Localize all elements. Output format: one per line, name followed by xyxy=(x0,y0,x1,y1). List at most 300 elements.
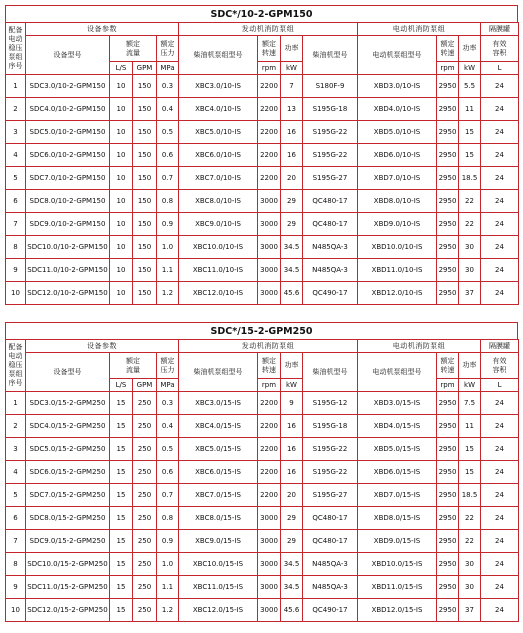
table-cell: 0.6 xyxy=(157,144,179,167)
table-row xyxy=(6,484,519,507)
table-cell: 0.9 xyxy=(157,213,179,236)
table-cell: 15 xyxy=(110,461,133,484)
table-cell: SDC6.0/10-2-GPM150 xyxy=(26,144,110,167)
table-cell: 0.4 xyxy=(157,98,179,121)
table-cell: XBC7.0/10-IS xyxy=(179,167,258,190)
table-cell: 24 xyxy=(481,190,519,213)
table-cell: XBC5.0/15-IS xyxy=(179,438,258,461)
table-cell: 15 xyxy=(110,507,133,530)
table-cell: SDC12.0/15-2-GPM250 xyxy=(26,599,110,622)
table-cell: 250 xyxy=(133,484,157,507)
table-cell: 1.2 xyxy=(157,282,179,305)
table-cell: S195G-12 xyxy=(303,392,358,415)
table-cell: 1.1 xyxy=(157,576,179,599)
table-cell: 3000 xyxy=(258,236,281,259)
table-cell: 10 xyxy=(110,167,133,190)
table-cell: 4 xyxy=(6,144,26,167)
table-cell: XBC8.0/15-IS xyxy=(179,507,258,530)
table-cell: SDC9.0/10-2-GPM150 xyxy=(26,213,110,236)
table-cell: QC480-17 xyxy=(303,507,358,530)
table-cell: 3000 xyxy=(258,507,281,530)
table-cell: 7.5 xyxy=(459,392,481,415)
table-cell: 24 xyxy=(481,75,519,98)
table-cell: 22 xyxy=(459,530,481,553)
table-cell: 0.5 xyxy=(157,121,179,144)
diesel-power-header: 功率 xyxy=(281,36,303,62)
table-row xyxy=(6,98,519,121)
header-line: 泵组 xyxy=(8,370,23,378)
table-cell: 1 xyxy=(6,75,26,98)
table-cell: XBC11.0/10-IS xyxy=(179,259,258,282)
table-cell: 0.9 xyxy=(157,530,179,553)
table-cell: 0.7 xyxy=(157,167,179,190)
table-row xyxy=(6,392,519,415)
table-cell: QC490-17 xyxy=(303,282,358,305)
table-cell: XBC9.0/15-IS xyxy=(179,530,258,553)
device-model-header: 设备型号 xyxy=(26,36,110,75)
table-cell: 2950 xyxy=(437,415,459,438)
header-line: 转速 xyxy=(262,365,276,374)
table-cell: 1.2 xyxy=(157,599,179,622)
table-cell: 24 xyxy=(481,599,519,622)
header-line: 稳压 xyxy=(8,44,23,52)
table-cell: 9 xyxy=(6,576,26,599)
table-cell: 16 xyxy=(281,415,303,438)
table-cell: XBD10.0/10-IS xyxy=(358,236,437,259)
table-cell: XBD7.0/15-IS xyxy=(358,484,437,507)
table-cell: 24 xyxy=(481,438,519,461)
device-model-header: 设备型号 xyxy=(26,353,110,392)
table-cell: 30 xyxy=(459,553,481,576)
diesel-model-header: 柴油机型号 xyxy=(303,36,358,75)
table-cell: SDC11.0/10-2-GPM150 xyxy=(26,259,110,282)
spec-table xyxy=(5,339,519,622)
unit-flow: L/S xyxy=(110,62,133,75)
diesel-pump-model-header: 柴油机泵组型号 xyxy=(179,36,258,75)
diesel-rated-speed-header xyxy=(258,36,281,62)
table-cell: S195G-18 xyxy=(303,415,358,438)
table-cell: 1.0 xyxy=(157,553,179,576)
table-cell: 250 xyxy=(133,507,157,530)
config-col-header xyxy=(6,23,26,75)
table-row xyxy=(6,530,519,553)
unit-pressure: MPa xyxy=(157,62,179,75)
table-cell: XBD9.0/10-IS xyxy=(358,213,437,236)
header-line: 额定 xyxy=(160,39,175,48)
table-cell: 24 xyxy=(481,530,519,553)
table-cell: SDC3.0/10-2-GPM150 xyxy=(26,75,110,98)
table-cell: SDC7.0/10-2-GPM150 xyxy=(26,167,110,190)
group-tank: 隔膜罐 xyxy=(481,340,519,353)
table-row xyxy=(6,75,519,98)
table-cell: XBC3.0/15-IS xyxy=(179,392,258,415)
rated-pressure-header xyxy=(157,36,179,62)
table-cell: 45.6 xyxy=(281,599,303,622)
header-line: 电动 xyxy=(8,35,23,43)
table-cell: QC480-17 xyxy=(303,190,358,213)
table-cell: 29 xyxy=(281,190,303,213)
table-cell: 22 xyxy=(459,507,481,530)
table-cell: 2950 xyxy=(437,599,459,622)
table-cell: 150 xyxy=(133,213,157,236)
unit-electric-power: kW xyxy=(459,379,481,392)
table-cell: XBD8.0/10-IS xyxy=(358,190,437,213)
table-cell: 150 xyxy=(133,75,157,98)
table-cell: 11 xyxy=(459,415,481,438)
table-cell: 20 xyxy=(281,484,303,507)
table-cell: 24 xyxy=(481,167,519,190)
table-cell: 0.6 xyxy=(157,461,179,484)
unit-gpm: GPM xyxy=(133,379,157,392)
header-line: 压力 xyxy=(160,48,175,57)
table-cell: XBD10.0/15-IS xyxy=(358,553,437,576)
table-cell: 250 xyxy=(133,599,157,622)
table-cell: XBD12.0/15-IS xyxy=(358,599,437,622)
table-cell: XBD11.0/15-IS xyxy=(358,576,437,599)
table-cell: 24 xyxy=(481,576,519,599)
table-cell: XBC3.0/10-IS xyxy=(179,75,258,98)
table-cell: SDC11.0/15-2-GPM250 xyxy=(26,576,110,599)
table-cell: XBC4.0/15-IS xyxy=(179,415,258,438)
table-cell: XBC8.0/10-IS xyxy=(179,190,258,213)
header-line: 泵组 xyxy=(8,53,23,61)
table-cell: XBD11.0/10-IS xyxy=(358,259,437,282)
table-cell: 0.4 xyxy=(157,415,179,438)
table-cell: 22 xyxy=(459,213,481,236)
table-cell: 22 xyxy=(459,190,481,213)
table-cell: 15 xyxy=(110,484,133,507)
table-cell: XBD12.0/10-IS xyxy=(358,282,437,305)
table-cell: 3000 xyxy=(258,213,281,236)
unit-diesel-power: kW xyxy=(281,379,303,392)
table-row xyxy=(6,213,519,236)
table-cell: 2 xyxy=(6,415,26,438)
table-cell: 16 xyxy=(281,121,303,144)
table-cell: 24 xyxy=(481,282,519,305)
header-line: 序号 xyxy=(8,379,23,387)
table-cell: 2950 xyxy=(437,461,459,484)
table-cell: 8 xyxy=(6,236,26,259)
config-col-header xyxy=(6,340,26,392)
table-cell: 3 xyxy=(6,438,26,461)
table-cell: 30 xyxy=(459,236,481,259)
table-cell: 3000 xyxy=(258,190,281,213)
table-cell: 1 xyxy=(6,392,26,415)
table-cell: XBD6.0/15-IS xyxy=(358,461,437,484)
table-cell: 10 xyxy=(110,236,133,259)
table-cell: 24 xyxy=(481,259,519,282)
table-cell: 3000 xyxy=(258,282,281,305)
table-cell: XBD7.0/10-IS xyxy=(358,167,437,190)
table-cell: 34.5 xyxy=(281,553,303,576)
table-cell: 150 xyxy=(133,190,157,213)
table-cell: S195G-27 xyxy=(303,484,358,507)
table-cell: 24 xyxy=(481,461,519,484)
table-cell: S180F-9 xyxy=(303,75,358,98)
table-cell: 15 xyxy=(110,392,133,415)
unit-volume: L xyxy=(481,62,519,75)
electric-power-header: 功率 xyxy=(459,353,481,379)
table-cell: S195G-22 xyxy=(303,461,358,484)
table-cell: 2200 xyxy=(258,98,281,121)
table-cell: XBC6.0/15-IS xyxy=(179,461,258,484)
table-cell: 2200 xyxy=(258,438,281,461)
table-cell: 5.5 xyxy=(459,75,481,98)
table-cell: 24 xyxy=(481,236,519,259)
table-cell: 15 xyxy=(110,438,133,461)
table-cell: 10 xyxy=(110,190,133,213)
table-cell: 250 xyxy=(133,438,157,461)
group-electric: 电动机消防泵组 xyxy=(358,23,481,36)
table-cell: SDC12.0/10-2-GPM150 xyxy=(26,282,110,305)
electric-rated-speed-header xyxy=(437,353,459,379)
table-cell: 6 xyxy=(6,507,26,530)
table-cell: 16 xyxy=(281,438,303,461)
table-cell: 150 xyxy=(133,98,157,121)
table-cell: 4 xyxy=(6,461,26,484)
table-cell: 2950 xyxy=(437,282,459,305)
electric-pump-model-header: 电动机泵组型号 xyxy=(358,353,437,392)
table-cell: 15 xyxy=(110,599,133,622)
table-cell: 7 xyxy=(6,530,26,553)
table-cell: 29 xyxy=(281,530,303,553)
table-cell: 15 xyxy=(110,530,133,553)
table-cell: XBC10.0/15-IS xyxy=(179,553,258,576)
table-cell: XBC12.0/10-IS xyxy=(179,282,258,305)
table-cell: 30 xyxy=(459,576,481,599)
header-line: 额定 xyxy=(262,356,276,365)
table-cell: SDC4.0/10-2-GPM150 xyxy=(26,98,110,121)
table-cell: XBC7.0/15-IS xyxy=(179,484,258,507)
table-cell: 24 xyxy=(481,553,519,576)
table-cell: 250 xyxy=(133,530,157,553)
table-cell: 24 xyxy=(481,98,519,121)
table-cell: 24 xyxy=(481,213,519,236)
table-title: SDC*/10-2-GPM150 xyxy=(5,5,518,22)
table-cell: 2950 xyxy=(437,530,459,553)
header-line: 稳压 xyxy=(8,361,23,369)
table-row xyxy=(6,553,519,576)
table-cell: SDC10.0/15-2-GPM250 xyxy=(26,553,110,576)
table-cell: N485QA-3 xyxy=(303,553,358,576)
table-cell: XBC10.0/10-IS xyxy=(179,236,258,259)
table-row xyxy=(6,259,519,282)
table-cell: 2950 xyxy=(437,144,459,167)
table-cell: SDC10.0/10-2-GPM150 xyxy=(26,236,110,259)
table-cell: XBC5.0/10-IS xyxy=(179,121,258,144)
header-line: 配备 xyxy=(8,343,23,351)
table-row xyxy=(6,507,519,530)
table-cell: 10 xyxy=(110,213,133,236)
table-cell: SDC8.0/15-2-GPM250 xyxy=(26,507,110,530)
table-cell: 250 xyxy=(133,415,157,438)
table-row xyxy=(6,236,519,259)
table-row xyxy=(6,438,519,461)
header-line: 转速 xyxy=(262,48,276,57)
table-cell: SDC9.0/15-2-GPM250 xyxy=(26,530,110,553)
table-cell: 2200 xyxy=(258,484,281,507)
table-cell: 30 xyxy=(459,259,481,282)
table-cell: 0.8 xyxy=(157,190,179,213)
unit-diesel-speed: rpm xyxy=(258,379,281,392)
table-cell: 45.6 xyxy=(281,282,303,305)
table-cell: 15 xyxy=(110,576,133,599)
table-cell: SDC7.0/15-2-GPM250 xyxy=(26,484,110,507)
header-line: 有效 xyxy=(492,356,507,365)
table-cell: 34.5 xyxy=(281,236,303,259)
table-cell: 150 xyxy=(133,144,157,167)
table-cell: 8 xyxy=(6,553,26,576)
electric-power-header: 功率 xyxy=(459,36,481,62)
table-cell: 24 xyxy=(481,484,519,507)
table-cell: 10 xyxy=(110,75,133,98)
table-cell: N485QA-3 xyxy=(303,236,358,259)
table-cell: 3 xyxy=(6,121,26,144)
table-cell: 9 xyxy=(281,392,303,415)
group-diesel: 发动机消防泵组 xyxy=(179,340,358,353)
diesel-model-header: 柴油机型号 xyxy=(303,353,358,392)
table-cell: 29 xyxy=(281,213,303,236)
header-line: 流量 xyxy=(126,48,140,57)
table-cell: 0.5 xyxy=(157,438,179,461)
table-row xyxy=(6,576,519,599)
unit-electric-speed: rpm xyxy=(437,62,459,75)
header-line: 配备 xyxy=(8,26,23,34)
table-cell: XBD9.0/15-IS xyxy=(358,530,437,553)
table-row xyxy=(6,461,519,484)
table-cell: XBC4.0/10-IS xyxy=(179,98,258,121)
table-cell: 24 xyxy=(481,392,519,415)
table-cell: XBD3.0/15-IS xyxy=(358,392,437,415)
table-cell: 5 xyxy=(6,484,26,507)
table-cell: SDC4.0/15-2-GPM250 xyxy=(26,415,110,438)
table-cell: 10 xyxy=(110,121,133,144)
table-cell: 0.3 xyxy=(157,75,179,98)
spec-table-gpm150 xyxy=(5,5,518,305)
table-cell: 24 xyxy=(481,121,519,144)
diesel-power-header: 功率 xyxy=(281,353,303,379)
table-cell: XBD3.0/10-IS xyxy=(358,75,437,98)
table-cell: XBD5.0/15-IS xyxy=(358,438,437,461)
table-cell: 16 xyxy=(281,461,303,484)
table-row xyxy=(6,167,519,190)
group-device-params: 设备参数 xyxy=(26,23,179,36)
diesel-pump-model-header: 柴油机泵组型号 xyxy=(179,353,258,392)
header-line: 流量 xyxy=(126,365,140,374)
group-device-params: 设备参数 xyxy=(26,340,179,353)
table-cell: 24 xyxy=(481,507,519,530)
table-cell: 2950 xyxy=(437,438,459,461)
table-cell: 1.1 xyxy=(157,259,179,282)
header-line: 额定 xyxy=(160,356,175,365)
table-cell: 10 xyxy=(6,599,26,622)
table-cell: 15 xyxy=(110,553,133,576)
header-line: 额定 xyxy=(440,356,455,365)
table-cell: 2950 xyxy=(437,507,459,530)
table-cell: 2 xyxy=(6,98,26,121)
rated-flow-header xyxy=(110,36,157,62)
table-cell: 7 xyxy=(6,213,26,236)
table-cell: 2200 xyxy=(258,75,281,98)
table-cell: 5 xyxy=(6,167,26,190)
header-line: 额定 xyxy=(440,39,455,48)
table-cell: 2200 xyxy=(258,392,281,415)
table-cell: XBC11.0/15-IS xyxy=(179,576,258,599)
unit-electric-power: kW xyxy=(459,62,481,75)
table-cell: XBD4.0/15-IS xyxy=(358,415,437,438)
table-cell: 10 xyxy=(110,282,133,305)
table-cell: S195G-18 xyxy=(303,98,358,121)
table-cell: XBC9.0/10-IS xyxy=(179,213,258,236)
table-row xyxy=(6,121,519,144)
table-cell: SDC5.0/10-2-GPM150 xyxy=(26,121,110,144)
table-cell: 37 xyxy=(459,599,481,622)
table-cell: 18.5 xyxy=(459,167,481,190)
table-cell: XBD5.0/10-IS xyxy=(358,121,437,144)
unit-gpm: GPM xyxy=(133,62,157,75)
diesel-rated-speed-header xyxy=(258,353,281,379)
table-cell: 20 xyxy=(281,167,303,190)
table-cell: N485QA-3 xyxy=(303,259,358,282)
table-title: SDC*/15-2-GPM250 xyxy=(5,322,518,339)
unit-diesel-power: kW xyxy=(281,62,303,75)
rated-pressure-header xyxy=(157,353,179,379)
spec-table-gpm250 xyxy=(5,322,518,622)
header-line: 压力 xyxy=(160,365,175,374)
header-line: 额定 xyxy=(126,39,140,48)
table-cell: 2950 xyxy=(437,553,459,576)
table-cell: 15 xyxy=(459,121,481,144)
table-cell: 150 xyxy=(133,282,157,305)
table-row xyxy=(6,190,519,213)
unit-flow: L/S xyxy=(110,379,133,392)
unit-volume: L xyxy=(481,379,519,392)
table-cell: 10 xyxy=(110,259,133,282)
table-cell: 2950 xyxy=(437,484,459,507)
table-cell: N485QA-3 xyxy=(303,576,358,599)
table-cell: 2200 xyxy=(258,461,281,484)
table-cell: 10 xyxy=(110,144,133,167)
table-cell: 3000 xyxy=(258,553,281,576)
table-cell: SDC8.0/10-2-GPM150 xyxy=(26,190,110,213)
table-cell: 10 xyxy=(6,282,26,305)
table-cell: 2950 xyxy=(437,576,459,599)
header-line: 转速 xyxy=(440,48,455,57)
table-cell: 7 xyxy=(281,75,303,98)
table-cell: 150 xyxy=(133,236,157,259)
table-cell: S195G-27 xyxy=(303,167,358,190)
table-cell: 24 xyxy=(481,144,519,167)
table-cell: 18.5 xyxy=(459,484,481,507)
header-line: 额定 xyxy=(126,356,140,365)
group-tank: 隔膜罐 xyxy=(481,23,519,36)
table-cell: 2950 xyxy=(437,121,459,144)
table-cell: 2200 xyxy=(258,144,281,167)
table-cell: S195G-22 xyxy=(303,144,358,167)
rated-flow-header xyxy=(110,353,157,379)
table-cell: 34.5 xyxy=(281,259,303,282)
group-diesel: 发动机消防泵组 xyxy=(179,23,358,36)
table-cell: 15 xyxy=(459,461,481,484)
table-cell: 9 xyxy=(6,259,26,282)
table-cell: 3000 xyxy=(258,576,281,599)
unit-pressure: MPa xyxy=(157,379,179,392)
table-cell: 2950 xyxy=(437,392,459,415)
table-cell: XBC12.0/15-IS xyxy=(179,599,258,622)
table-cell: 250 xyxy=(133,392,157,415)
table-cell: 0.3 xyxy=(157,392,179,415)
table-cell: QC480-17 xyxy=(303,213,358,236)
